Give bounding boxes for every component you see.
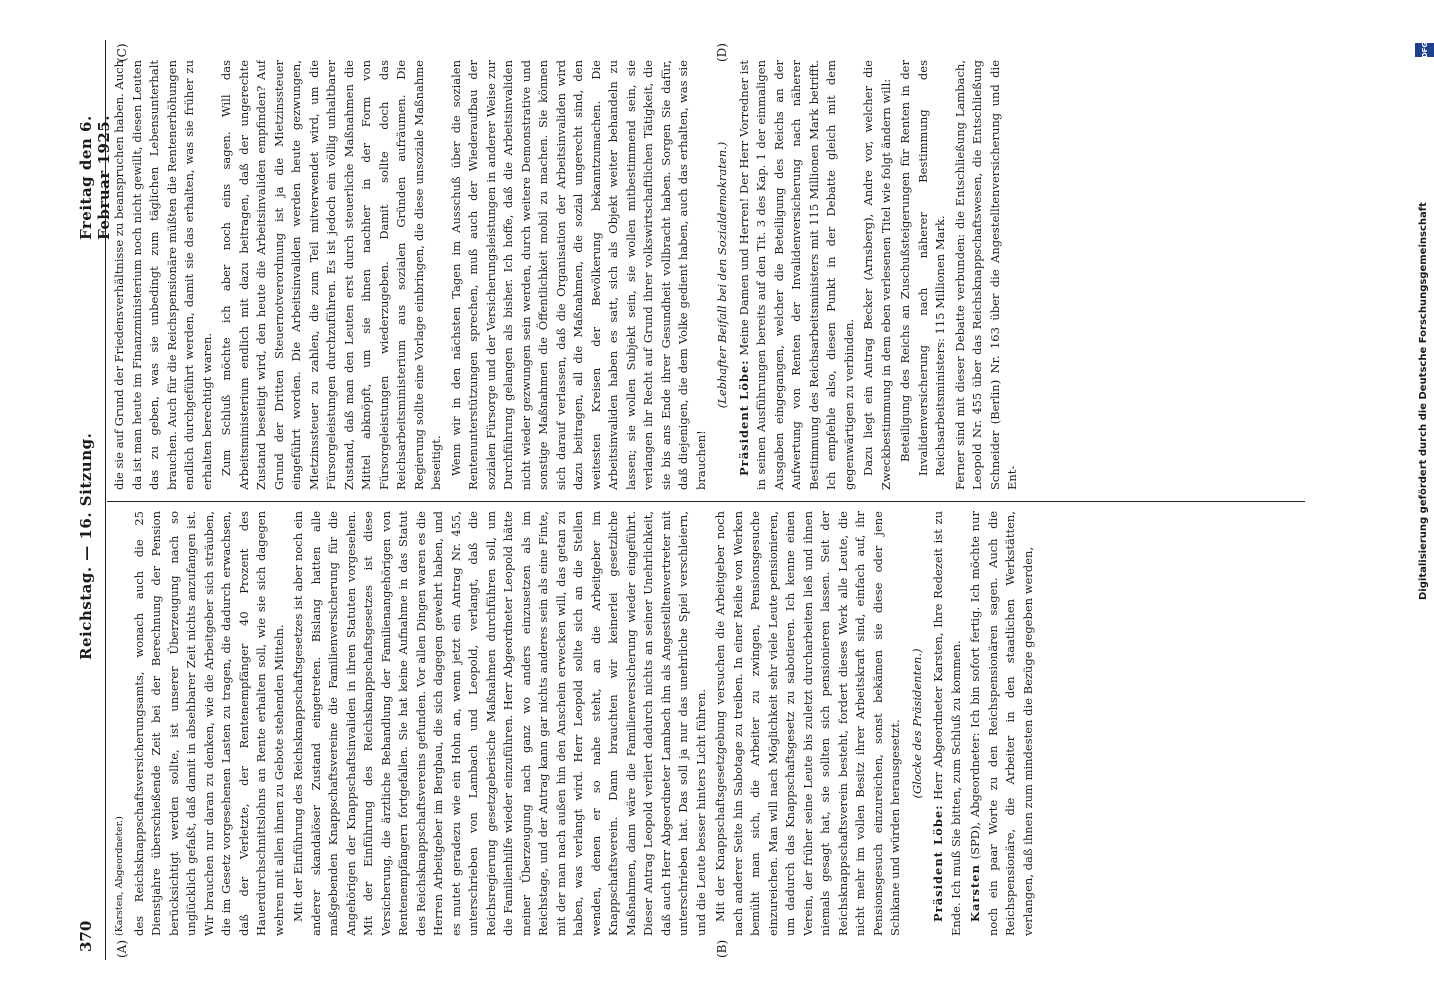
dfg-logo: DFG [1415, 43, 1434, 57]
speech-president [930, 511, 965, 936]
page-date: Freitag den 6. Februar 1925. [77, 115, 113, 240]
speech-president [736, 60, 859, 490]
margin-letter-c: (C) [115, 43, 129, 62]
right-column [111, 60, 1305, 490]
page-number: 370 [77, 920, 95, 952]
margin-letter-b: (B) [715, 939, 729, 958]
margin-letter-a: (A) [115, 939, 129, 958]
paragraph: Mit der Knappschaftsgesetzgebung versuchen die Arbeitgeber noch nach anderer Seite hin Sabotage zu treiben. In einer Reihe von Werken bemüht man sich, die Arbeiter zu zwingen, Pensionsgesuche einzureichen. Man will nach Möglichkeit sehr viele Leute pensionieren, um dadurch das Knappschaftsgesetz zu sabotieren. Ich kenne einen Verein, der früher seine Leute bis zuletzt durcharbeiten ließ und ihnen niemals gesagt hat, sie sollten sich pensionieren lassen. Seit der Reichsknappschaftsverein besteht, fordert dieses Werk alle Leute, die nicht mehr im vollen Besitz ihrer Arbeitskraft sind, einfach auf, ihr Pensionsgesuch einzureichen, sonst bekämen sie diese oder jene Schikane und würden herausgesetzt. [713, 511, 902, 936]
paragraph: Ferner sind mit dieser Debatte verbunden: die Entschließung Lambach, Leopold Nr. 455 über das Reichsknappschaftswesen, die Entschließung Schneider (Berlin) Nr. 163 über die Angestelltenversicherung und die Ent- [952, 60, 1019, 490]
margin-letter-d: (D) [715, 43, 729, 62]
digitization-credit: Digitalisierung gefördert durch die Deutsche Forschungsgemeinschaft [1418, 202, 1429, 600]
speech-text: Herr Abgeordneter Karsten, Ihre Redezeit ist zu Ende. Ich muß Sie bitten, zum Schluß zu kommen. [931, 511, 963, 936]
rotated-page [75, 40, 1305, 960]
paragraph: Zum Schluß möchte ich aber noch eins sagen. Will das Arbeitsministerium endlich mit dazu beitragen, daß der ungerechte Zustand beseitigt wird, den heute die Arbeitsinvaliden empfinden? Auf Grund der Dritten Steuernotverordnung ist ja die Mietzinssteuer eingeführt worden. Die Arbeitsinvaliden werden heute gezwungen, Mietzinssteuer zu zahlen, die zum Teil mitverwendet wird, um die Fürsorgeleistungen durchzuführen. Es ist jedoch ein völlig unhaltbarer Zustand, daß man den Leuten erst durch steuerliche Maßnahmen die Mittel abknöpft, um sie ihnen nachher in der Form von Fürsorgeleistungen wiederzugeben. Damit sollte doch das Reichsarbeitsministerium aus sozialen Gründen aufräumen. Die Regierung sollte eine Vorlage einbringen, die diese unsoziale Maßnahme beseitigt. [219, 60, 443, 490]
speaker-name: Präsident Löbe: [931, 804, 945, 922]
quotation: Beteiligung des Reichs an Zuschußsteigerungen für Renten in der Invalidenversicherung nach näherer Bestimmung des Reichsarbeitsministers: 115 Millionen Mark. [898, 60, 947, 476]
page-header [75, 40, 113, 960]
paragraph: Wenn wir in den nächsten Tagen im Ausschuß über die sozialen Rentenunterstützungen sprechen, muß auch der Wiederaufbau der sozialen Fürsorge und der Versicherungsleistungen in anderer Weise zur Durchführung gelangen als bisher. Ich hoffe, daß die Arbeitsinvaliden nicht wieder gezwungen sein werden, durch weitere Demonstrative und sonstige Maßnahmen die Öffentlichkeit mobil zu machen. Sie können sich darauf verlassen, daß die Organisation der Arbeitsinvaliden wird dazu beitragen, all die Maßnahmen, die sozial ungerecht sind, den weitesten Kreisen der Bevölkerung bekanntzumachen. Die Arbeitsinvaliden haben es satt, sich als Objekt weiter behandeln zu lassen; sie wollen Subjekt sein, sie wollen mitbestimmend sein, sie verlangen ihr Recht auf Grund ihrer volkswirtschaftlichen Tätigkeit, die sie bis ans Ende ihrer Gesundheit vollbracht haben. Sorgen Sie dafür, daß diejenigen, die dem Volke gedient haben, auch das erhalten, was sie brauchen! [448, 60, 708, 490]
speech-text: (SPD), Abgeordneter: Ich bin sofort fertig. Ich möchte nur noch ein paar Worte zu den Reichspensionären sagen. Auch die Reichspensionäre, die Arbeiter in den staatlichen Werkstätten, verlangen, daß ihnen zum mindesten die Bezüge gegeben werden, [968, 511, 1035, 936]
applause: (Lebhafter Beifall bei den Sozialdemokraten.) [715, 141, 729, 409]
header-rule [105, 40, 106, 960]
speech-karsten [967, 511, 1037, 936]
speech-text: Meine Damen und Herren! Der Herr Vorredner ist in seinen Ausführungen bereits auf den Tit. 3 des Kap. 1 der einmaligen Ausgaben eingegangen, welcher die Beteiligung des Reichs an der Aufwertung von Renten der Invalidenversicherung nach näherer Bestimmung des Reichsarbeitsministers mit 115 Millionen Mark betrifft. Ich empfehle also, diesen Punkt in der Debatte gleich mit dem gegenwärtigen zu verbinden. [736, 60, 856, 490]
left-column [111, 511, 1305, 936]
page-title: Reichstag. — 16. Sitzung. [77, 432, 95, 660]
paragraph: Dazu liegt ein Antrag Becker (Arnsberg), Andre vor, welcher die Zweckbestimmung in dem eben verlesenen Titel wie folgt ändern will: [861, 60, 893, 490]
paragraph: des Reichsknappschaftsversicherungsamts, wonach auch die 25 Dienstjahre überschießende Zeit bei der Berechnung der Pension berücksichtigt werden sollte, ist unserer Überzeugung nach so unglücklich gefaßt, daß damit in absehbarer Zeit nichts anzufangen ist. Wir brauchen nur daran zu denken, wie die Arbeitgeber sich sträuben, die im Gesetz vorgesehenen Lasten zu tragen, die dadurch erwachsen, daß der Verletzte, der Rentenempfänger 40 Prozent des Hauerdurchschnittslohns an Rente erhalten soll, wie sie sich dagegen wehren mit allen ihnen zu Gebote stehenden Mitteln. [131, 511, 286, 936]
column-divider [107, 501, 1305, 502]
interjection: (Glocke des Präsidenten.) [909, 648, 924, 799]
paragraph: die sie auf Grund der Friedensverhältnisse zu beanspruchen haben. Auch da ist man heute im Finanzministerium noch nicht gewillt, diesen Leuten das zu geben, was sie unbedingt zum täglichen Lebensunterhalt brauchen. Auch für die Reichspensionäre müßten die Rentenerhöhungen endlich durchgeführt werden, damit sie das erhalten, was sie früher zu erhalten berechtigt waren. [112, 60, 214, 490]
speaker-name: Präsident Löbe: [736, 359, 751, 476]
running-head: (Karsten, Abgeordneter.) [114, 816, 125, 936]
paragraph: Mit der Einführung des Reichsknappschaftsgesetzes ist aber noch ein anderer skandalöser Zustand eingetreten. Bislang hatten alle maßgebenden Knappschaftsvereine die Familienversicherung für die Angehörigen der Knappschaftsinvaliden in ihren Statuten vorgesehen. Mit der Einführung des Reichsknappschaftsgesetzes ist diese Versicherung, die ärztliche Behandlung der Familienangehörigen von Rentenempfängern fortgefallen. Sie hat keine Aufnahme in das Statut des Reichsknappschaftsvereins gefunden. Vor allen Dingen waren es die Herren Arbeitgeber im Bergbau, die sich dagegen gewehrt haben, und es mutet geradezu wie ein Hohn an, wenn jetzt ein Antrag Nr. 455, unterschrieben von Lambach und Leopold, verlangt, daß die Reichsregierung gesetzgeberische Maßnahmen durchführen soll, um die Familienhilfe wieder einzuführen. Herr Abgeordneter Leopold hätte meiner Überzeugung nach ganz wo anders einzusetzen als im Reichstage, und der Antrag kann gar nichts anderes sein als eine Finte, mit der man nach außen hin den Anschein erwecken will, das getan zu haben, was verlangt wird. Herr Leopold sollte sich an die Stellen wenden, denen er so nahe steht, an die Arbeitgeber im Knappschaftsverein. Dann brauchten wir keinerlei gesetzliche Maßnahmen, dann wäre die Familienversicherung wieder eingeführt. Dieser Antrag Leopold verliert dadurch nichts an seiner Unehrlichkeit, daß auch Herr Abgeordneter Lambach ihn als Angestelltenvertreter mit unterschrieben hat. Das soll ja nur das unehrliche Spiel verschleiern, und die Leute besser hinters Licht führen. [291, 511, 708, 936]
speaker-name: Karsten [968, 864, 982, 922]
